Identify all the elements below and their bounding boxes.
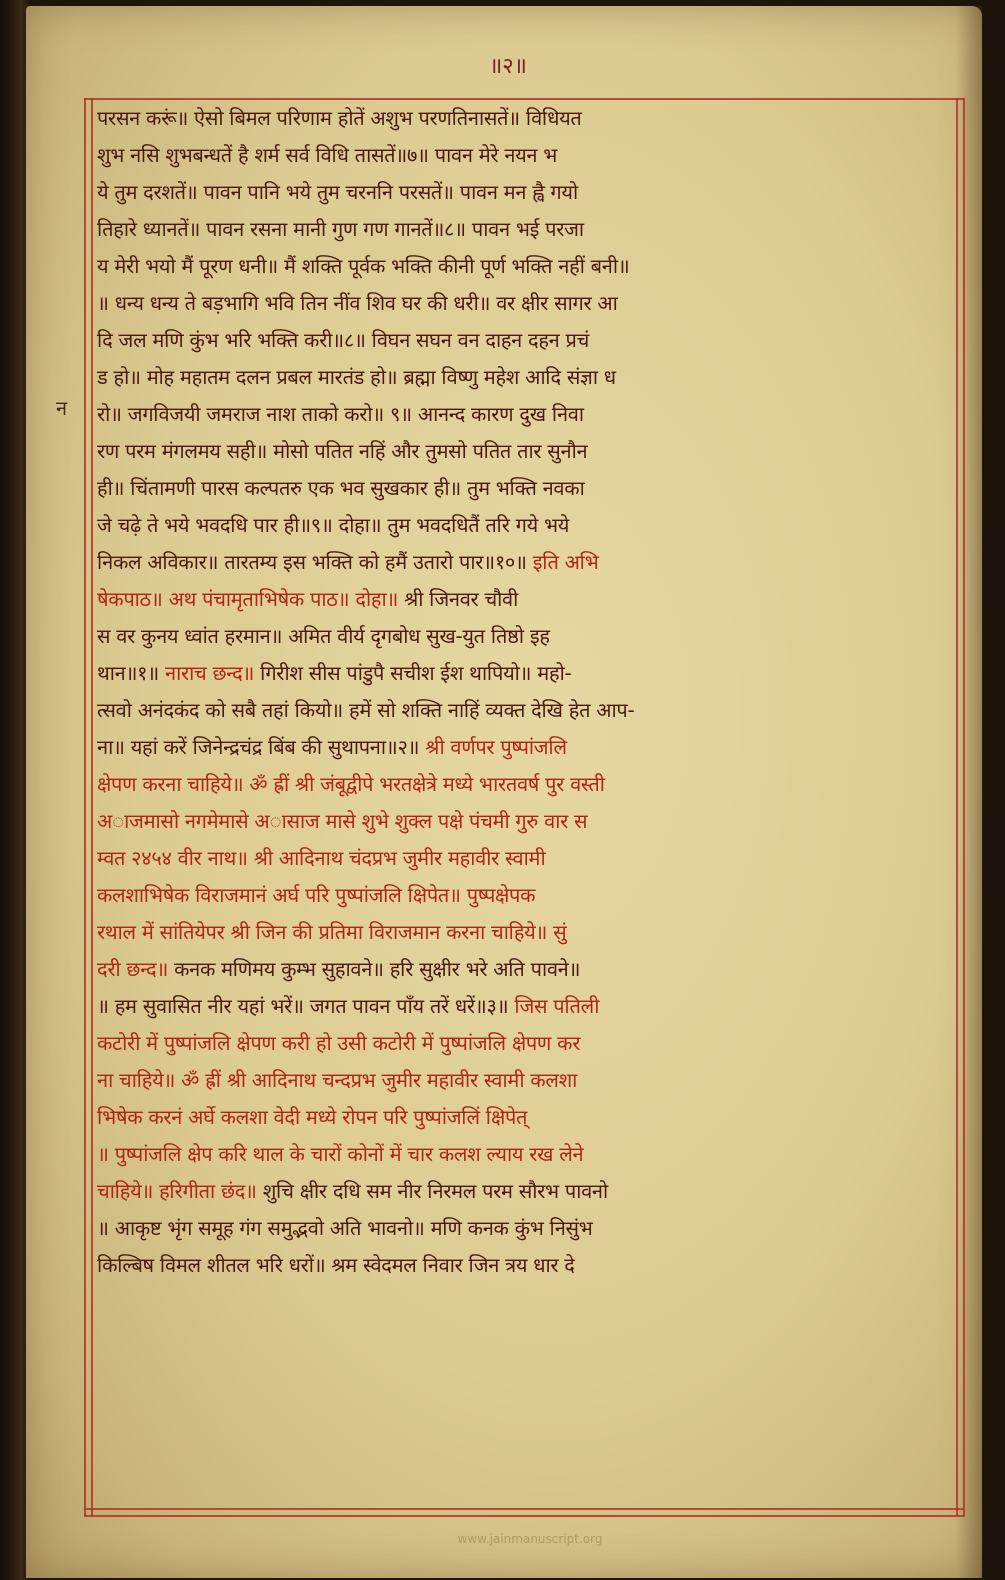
- rubric-text: क्षेपण करना चाहिये॥ ॐ ह्रीं श्री जंबूद्वीपे भरतक्षेत्रे मध्ये भारतवर्ष पुर वस्ती: [97, 772, 605, 796]
- manuscript-line: [97, 322, 959, 359]
- manuscript-line: [97, 137, 959, 174]
- manuscript-line: [97, 285, 959, 322]
- folio-number: ॥२॥: [489, 54, 527, 79]
- manuscript-line: [97, 1025, 959, 1062]
- rubric-text: षेकपाठ॥ अथ पंचामृताभिषेक पाठ॥ दोहा॥: [97, 587, 399, 611]
- body-text: शुचि क्षीर दधि सम नीर निरमल परम सौरभ पावनो: [256, 1179, 608, 1203]
- body-text: शुभ नसि शुभबन्धतें है शर्म सर्व विधि तासतें॥७॥ पावन मेरे नयन भ: [97, 143, 558, 167]
- rubric-text: दरी छन्द॥: [97, 957, 169, 981]
- body-text: तिहारे ध्यानतें॥ पावन रसना मानी गुण गण गानतें॥८॥ पावन भई परजा: [97, 217, 584, 241]
- body-text: किल्बिष विमल शीतल भरि धरों॥ श्रम स्वेदमल निवार जिन त्रय धार दे: [97, 1253, 575, 1277]
- manuscript-line: [97, 507, 959, 544]
- manuscript-line: [97, 1247, 959, 1284]
- body-text: ॥ धन्य धन्य ते बड़भागि भवि तिन नींव शिव घर की धरी॥ वर क्षीर सागर आ: [97, 291, 618, 315]
- right-border-rule: [963, 98, 965, 1516]
- rubric-text: अाजमासो नगमेमासे अासाज मासे शुभे शुक्ल पक्षे पंचमी गुरु वार स: [97, 809, 588, 833]
- body-text: ही॥ चिंतामणी पारस कल्पतरु एक भव सुखकार ही॥ तुम भक्ति नवका: [97, 476, 585, 500]
- manuscript-line: [97, 914, 959, 951]
- manuscript-line: [97, 1099, 959, 1136]
- body-text: ॥ आकृष्ट भृंग समूह गंग समुद्भवो अति भावनो॥ मणि कनक कुंभ निसुंभ: [97, 1216, 593, 1240]
- rubric-text: चाहिये॥ हरिगीता छंद॥: [97, 1179, 257, 1203]
- body-text: कनक मणिमय कुम्भ सुहावने॥ हरि सुक्षीर भरे अति पावने॥: [168, 957, 581, 981]
- manuscript-line: [97, 211, 959, 248]
- body-text: ना॥ यहां करें जिनेन्द्रचंद्र बिंब की सुथापना॥२॥: [97, 735, 426, 759]
- bottom-border-rule: [84, 1515, 965, 1517]
- manuscript-line: [97, 988, 959, 1025]
- body-text: दि जल मणि कुंभ भरि भक्ति करी॥८॥ विघन सघन वन दाहन दहन प्रचं: [97, 328, 589, 352]
- body-text: त्सवो अनंदकंद को सबै तहां कियो॥ हमें सो शक्ति नाहिं व्यक्त देखि हेत आप-: [97, 698, 635, 722]
- manuscript-line: [97, 951, 959, 988]
- rubric-text: ॥ पुष्पांजलि क्षेप करि थाल के चारों कोनों में चार कलश ल्याय रख लेने: [97, 1142, 584, 1166]
- body-text: थान॥१॥: [97, 661, 165, 685]
- left-border-rule-inner: [91, 98, 93, 1516]
- body-text: ड हो॥ मोह महातम दलन प्रबल मारतंड हो॥ ब्रह्मा विष्णु महेश आदि संज्ञा ध: [97, 365, 616, 389]
- manuscript-line: [97, 655, 959, 692]
- body-text: जे चढ़े ते भये भवदधि पार ही॥९॥ दोहा॥ तुम भवदधितैं तरि गये भये: [97, 513, 570, 537]
- rubric-text: जिस पतिली: [514, 994, 600, 1018]
- rubric-text: कलशाभिषेक विराजमानं अर्घ परि पुष्पांजलि क्षिपेत॥ पुष्पक्षेपक: [97, 883, 536, 907]
- body-text: ये तुम दरशतें॥ पावन पानि भये तुम चरननि परसतें॥ पावन मन ह्वै गयो: [97, 180, 578, 204]
- body-text: य मेरी भयो मैं पूरण धनी॥ मैं शक्ति पूर्वक भक्ति कीनी पूर्ण भक्ति नहीं बनी॥: [97, 254, 630, 278]
- manuscript-line: [97, 1062, 959, 1099]
- rubric-text: रथाल में सांतियेपर श्री जिन की प्रतिमा विराजमान करना चाहिये॥ सुं: [97, 920, 567, 944]
- manuscript-line: [97, 248, 959, 285]
- manuscript-line: [97, 803, 959, 840]
- manuscript-line: [97, 1136, 959, 1173]
- manuscript-line: [97, 692, 959, 729]
- manuscript-line: [97, 544, 959, 581]
- manuscript-line: [97, 100, 959, 137]
- manuscript-line: [97, 840, 959, 877]
- manuscript-line: [97, 1173, 959, 1210]
- rubric-text: म्वत २४५४ वीर नाथ॥ श्री आदिनाथ चंदप्रभ जुमीर महावीर स्वामी: [97, 846, 546, 870]
- body-text: गिरीश सीस पांडुपै सचीश ईश थापियो॥ महो-: [254, 661, 572, 685]
- body-text: ॥ हम सुवासित नीर यहां भरें॥ जगत पावन पाँय तरें धरें॥३॥: [97, 994, 515, 1018]
- rubric-text: नाराच छन्द॥: [164, 661, 255, 685]
- manuscript-line: [97, 174, 959, 211]
- rubric-text: इति अभि: [532, 550, 599, 574]
- body-text: श्री जिनवर चौवी: [398, 587, 519, 611]
- rubric-text: भिषेक करनं अर्घे कलशा वेदी मध्ये रोपन परि पुष्पांजलिं क्षिपेत्: [97, 1105, 528, 1129]
- body-text: रण परम मंगलमय सही॥ मोसो पतित नहिं और तुमसो पतित तार सुनौन: [97, 439, 588, 463]
- manuscript-line: [97, 766, 959, 803]
- left-border-rule: [84, 98, 86, 1516]
- body-text: रो॥ जगविजयी जमराज नाश ताको करो॥ ९॥ आनन्द कारण दुख निवा: [97, 402, 584, 426]
- body-text: निकल अविकार॥ तारतम्य इस भक्ति को हमैं उतारो पार॥१०॥: [97, 550, 533, 574]
- manuscript-text-block: [97, 100, 959, 1284]
- manuscript-line: [97, 581, 959, 618]
- bottom-border-rule-inner: [84, 1508, 965, 1510]
- rubric-text: श्री वर्णपर पुष्पांजलि: [425, 735, 567, 759]
- manuscript-line: [97, 877, 959, 914]
- manuscript-line: [97, 470, 959, 507]
- manuscript-line: [97, 729, 959, 766]
- page-edge-shadow: [956, 6, 982, 1578]
- body-text: स वर कुनय ध्वांत हरमान॥ अमित वीर्य दृगबोध सुख-युत तिष्ठो इह: [97, 624, 550, 648]
- manuscript-line: [97, 618, 959, 655]
- watermark: www.jainmanuscript.org: [457, 1532, 603, 1546]
- manuscript-line: [97, 359, 959, 396]
- body-text: परसन करूं॥ ऐसो बिमल परिणाम होतें अशुभ परणतिनासतें॥ विधियत: [97, 106, 582, 130]
- manuscript-line: [97, 433, 959, 470]
- rubric-text: ना चाहिये॥ ॐ ह्रीं श्री आदिनाथ चन्दप्रभ जुमीर महावीर स्वामी कलशा: [97, 1068, 578, 1092]
- rubric-text: कटोरी में पुष्पांजलि क्षेपण करी हो उसी कटोरी में पुष्पांजलि क्षेपण कर: [97, 1031, 581, 1055]
- manuscript-line: [97, 396, 959, 433]
- manuscript-line: [97, 1210, 959, 1247]
- margin-note: न: [56, 396, 68, 420]
